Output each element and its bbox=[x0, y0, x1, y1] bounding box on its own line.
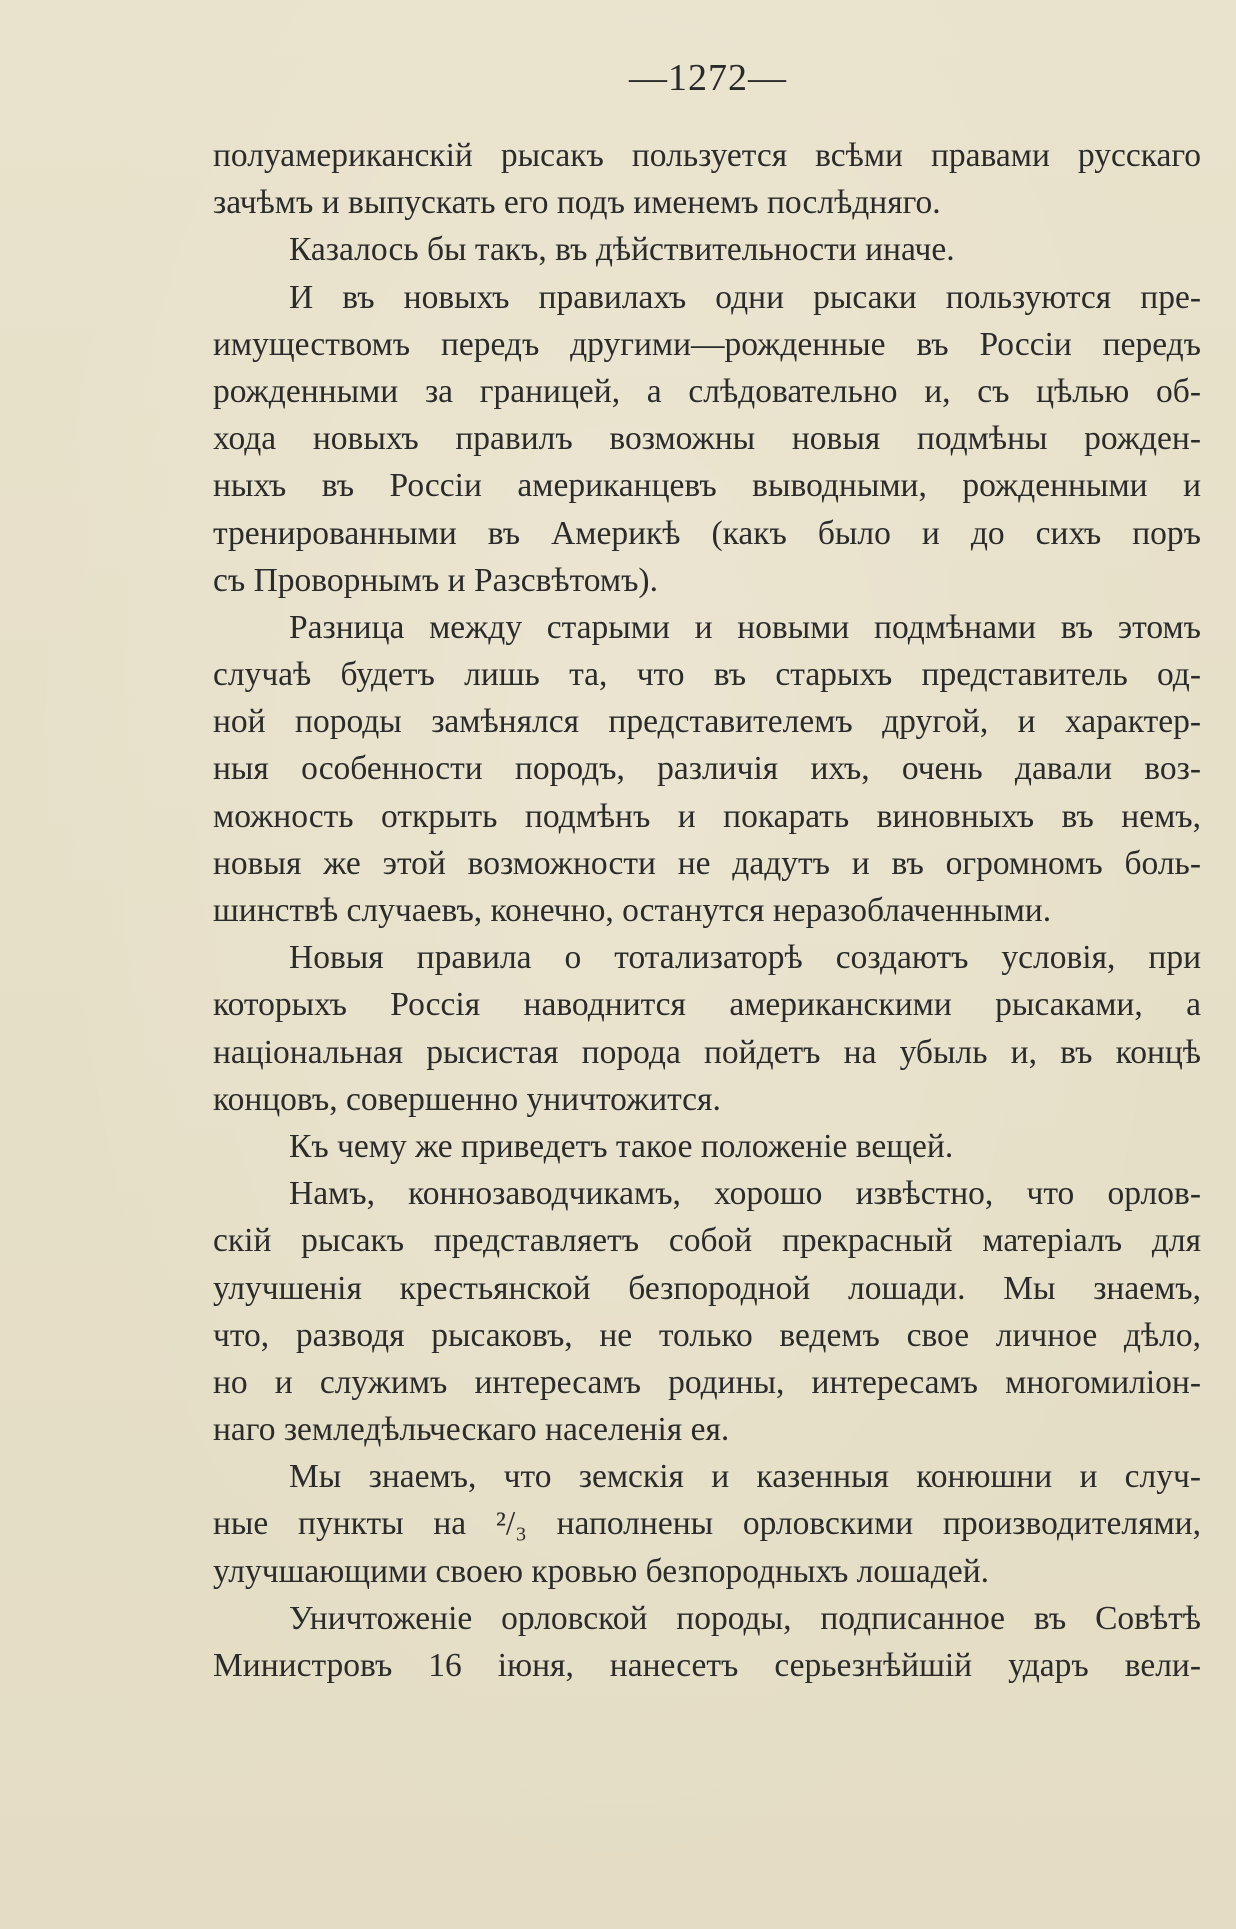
text-line: Новыя правила о тотализаторѣ создаютъ условія, при bbox=[289, 939, 1201, 977]
text-line: улучшающими своею кровью безпородныхъ лошадей. bbox=[213, 1552, 989, 1590]
text-line: концовъ, совершенно уничтожится. bbox=[213, 1080, 721, 1118]
text-line: Намъ, коннозаводчикамъ, хорошо извѣстно, что орлов- bbox=[289, 1175, 1201, 1213]
page-number: —1272— bbox=[629, 57, 787, 99]
text-line: наго земледѣльческаго населенія ея. bbox=[213, 1411, 730, 1449]
text-line: хода новыхъ правилъ возможны новыя подмѣны рожден- bbox=[213, 420, 1201, 458]
text-line: И въ новыхъ правилахъ одни рысаки пользуются пре- bbox=[289, 278, 1201, 316]
text-line: имуществомъ передъ другими—рожденные въ Россіи передъ bbox=[213, 325, 1201, 363]
text-line: Министровъ 16 іюня, нанесетъ серьезнѣйшій ударъ вели- bbox=[213, 1647, 1201, 1684]
text-line: улучшенія крестьянской безпородной лошади. Мы знаемъ, bbox=[213, 1269, 1201, 1307]
text-line: тренированными въ Америкѣ (какъ было и до сихъ поръ bbox=[213, 514, 1201, 552]
text-line: ные пункты на ²/₃ наполнены орловскими производителями, bbox=[213, 1505, 1201, 1543]
text-line: которыхъ Россія наводнится американскими рысаками, а bbox=[213, 986, 1201, 1024]
text-line: Мы знаемъ, что земскія и казенныя конюшни и случ- bbox=[289, 1458, 1201, 1496]
text-line: ной породы замѣнялся представителемъ другой, и характер- bbox=[213, 703, 1201, 741]
text-line: ныхъ въ Россіи американцевъ выводными, рожденными и bbox=[213, 467, 1201, 505]
text-line: національная рысистая порода пойдетъ на убыль и, въ концѣ bbox=[213, 1033, 1201, 1071]
text-line: случаѣ будетъ лишь та, что въ старыхъ представитель од- bbox=[213, 656, 1201, 694]
text-line: ныя особенности породъ, различія ихъ, очень давали воз- bbox=[213, 750, 1201, 788]
text-line: зачѣмъ и выпускать его подъ именемъ послѣдняго. bbox=[213, 184, 941, 222]
text-line: Казалось бы такъ, въ дѣйствительности иначе. bbox=[289, 231, 955, 269]
text-line: скій рысакъ представляетъ собой прекрасный матеріалъ для bbox=[213, 1222, 1201, 1260]
text-line: полуамериканскій рысакъ пользуется всѣми правами русскаго bbox=[213, 137, 1201, 174]
text-line: что, разводя рысаковъ, не только ведемъ свое личное дѣло, bbox=[213, 1316, 1201, 1354]
text-line: шинствѣ случаевъ, конечно, останутся неразоблаченными. bbox=[213, 892, 1052, 929]
text-line: Уничтоженіе орловской породы, подписанное въ Совѣтѣ bbox=[289, 1599, 1201, 1637]
text-line: но и служимъ интересамъ родины, интересамъ многомиліон- bbox=[213, 1363, 1201, 1401]
text-line: Къ чему же приведетъ такое положеніе вещей. bbox=[289, 1127, 954, 1165]
text-line: можность открыть подмѣнъ и покарать виновныхъ въ немъ, bbox=[213, 797, 1201, 835]
text-line: новыя же этой возможности не дадутъ и въ огромномъ боль- bbox=[213, 844, 1201, 882]
text-line: рожденными за границей, а слѣдовательно и, съ цѣлью об- bbox=[213, 372, 1201, 410]
text-line: съ Проворнымъ и Разсвѣтомъ). bbox=[213, 561, 658, 599]
text-line: Разница между старыми и новыми подмѣнами въ этомъ bbox=[289, 608, 1201, 646]
body-text bbox=[213, 132, 1201, 1689]
